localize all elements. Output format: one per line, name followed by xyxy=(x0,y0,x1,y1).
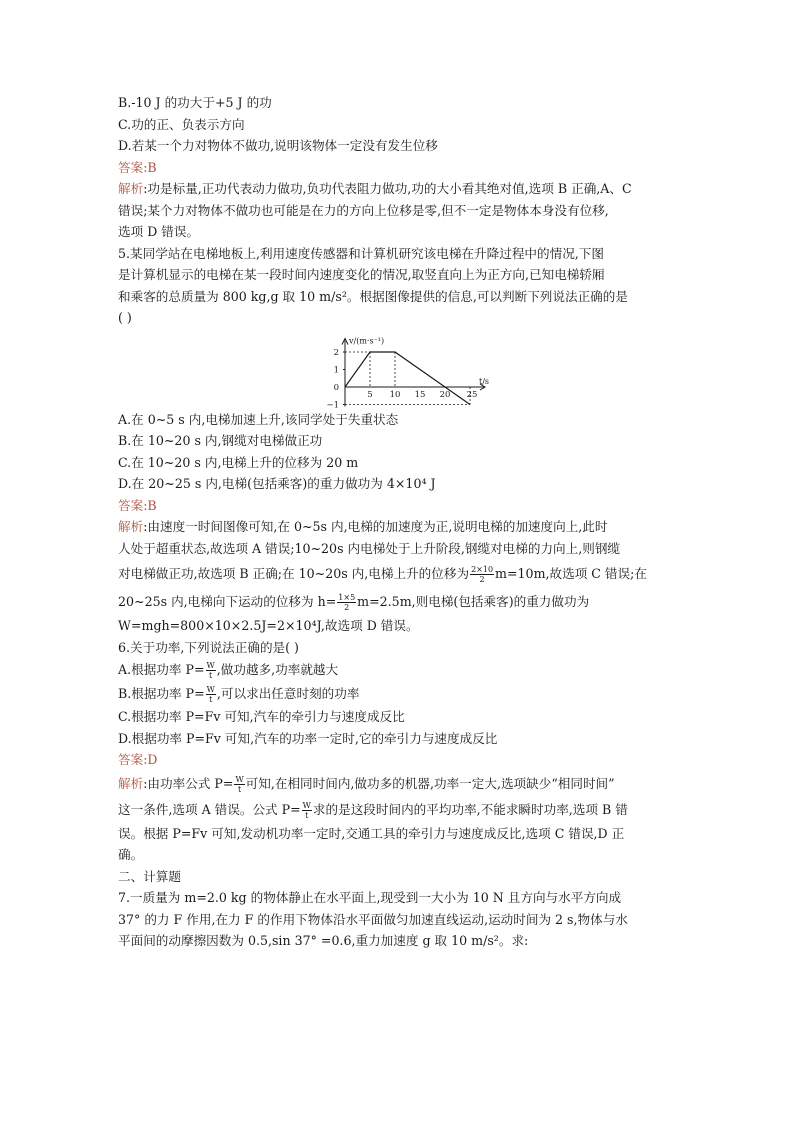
q4-explanation-line-1: 解析:功是标量,正功代表动力做功,负功代表阻力做功,功的大小看其绝对值,选项 B 正确,A、C xyxy=(118,181,632,196)
document-page xyxy=(118,92,698,952)
x-tick-label: 25 xyxy=(466,389,478,400)
y-tick-label: 0 xyxy=(333,382,339,393)
q6-option-d: D.根据功率 P=Fv 可知,汽车的功率一定时,它的牵引力与速度成反比 xyxy=(118,730,498,746)
fraction-1x5-over-2: $\frac{1\times 5}{2}$ xyxy=(338,593,356,612)
q5-option-c: C.在 10~20 s 内,电梯上升的位移为 20 m xyxy=(118,454,359,470)
q5-option-b: B.在 10~20 s 内,钢缆对电梯做正功 xyxy=(118,433,323,448)
q5-answer: 答案:B xyxy=(118,497,157,513)
q5-stem-line-2: 是计算机显示的电梯在某一段时间内速度变化的情况,取竖直向上为正方向,已知电梯轿厢 xyxy=(118,267,605,282)
q7-line-1: 7.一质量为 m=2.0 kg 的物体静止在水平面上,现受到一大小为 10 N 且方向与水平方向成 xyxy=(118,890,622,905)
q6-option-a: A.根据功率 P= $\frac{W}{t}$ ,做功越多,功率就越大 xyxy=(118,661,339,680)
q5-option-d: D.在 20~25 s 内,电梯(包括乘客)的重力做功为 4×10⁴ J xyxy=(118,476,436,491)
q6-stem: 6.关于功率,下列说法正确的是( ) xyxy=(118,639,299,655)
x-axis-label: t/s xyxy=(479,376,490,386)
q5-explanation-line-2: 人处于超重状态,故选项 A 错误;10~20s 内电梯处于上升阶段,钢缆对电梯的力向上,则钢缆 xyxy=(118,540,621,556)
fraction-2x10-over-2: $\frac{2\times 10}{2}$ xyxy=(471,565,494,584)
q6-explanation-line-2: 这一条件,选项 A 错误。公式 P= $\frac{W}{t}$ 求的是这段时间内的平均功率,不能求瞬时功率,选项 B 错 xyxy=(118,800,628,820)
q5-explanation-line-1: 解析:由速度一时间图像可知,在 0~5s 内,电梯的加速度为正,说明电梯的加速度向上,此时 xyxy=(118,519,608,534)
q6-explanation-line-1: 解析:由功率公式 P= $\frac{W}{t}$ 可知,在相同时间内,做功多的机器,功率一定大,选项缺少“相同时间” xyxy=(118,774,615,794)
q5-stem-line-4: ( ) xyxy=(118,310,132,325)
y-tick-label: 1 xyxy=(333,365,339,375)
q5-explanation-line-3: 对电梯做正功,故选项 B 正确;在 10~20s 内,电梯上升的位移为 $\frac{2\times 10}{2}$ m=10m,故选项 C 错误;在 xyxy=(118,565,647,584)
q5-stem-line-3: 和乘客的总质量为 800 kg,g 取 10 m/s²。根据图像提供的信息,可以判断下列说法正确的是 xyxy=(118,288,628,304)
x-tick-label: 20 xyxy=(439,389,451,400)
y-tick-label: −1 xyxy=(326,400,339,409)
fraction-w-over-t: $\frac{W}{t}$ xyxy=(206,685,215,704)
q5-explanation-line-5: W=mgh=800×10×2.5J=2×10⁴J,故选项 D 错误。 xyxy=(118,618,419,633)
q5-stem-line-1: 5.某同学站在电梯地板上,利用速度传感器和计算机研究该电梯在升降过程中的情况,下图 xyxy=(118,245,604,261)
q5-option-a: A.在 0~5 s 内,电梯加速上升,该同学处于失重状态 xyxy=(118,411,399,427)
q6-explanation-line-4: 确。 xyxy=(118,847,144,862)
q4-answer: 答案:B xyxy=(118,159,157,175)
q4-option-c: C.功的正、负表示方向 xyxy=(118,116,245,132)
q6-explanation-label: 解析 xyxy=(118,775,144,791)
x-tick-label: 5 xyxy=(367,389,373,400)
x-tick-label: 10 xyxy=(389,389,401,400)
q4-explanation-line-2: 错误;某个力对物体不做功也可能是在力的方向上位移是零,但不一定是物体本身没有位移, xyxy=(118,202,609,218)
fraction-w-over-t: $\frac{W}{t}$ xyxy=(302,800,311,820)
velocity-series-line xyxy=(345,352,470,405)
y-tick-label: 2 xyxy=(333,347,339,358)
q4-explanation-line-3: 选项 D 错误。 xyxy=(118,224,200,239)
fraction-w-over-t: $\frac{W}{t}$ xyxy=(206,661,215,680)
fraction-w-over-t: $\frac{W}{t}$ xyxy=(235,774,244,794)
q5-explanation-line-4: 20~25s 内,电梯向下运动的位移为 h= $\frac{1\times 5}{2}$ m=2.5m,则电梯(包括乘客)的重力做功为 xyxy=(118,593,590,612)
q6-answer: 答案:D xyxy=(118,752,158,767)
x-tick-label: 15 xyxy=(414,389,426,400)
y-axis-label: v/(m·s⁻¹) xyxy=(349,336,385,345)
q7-line-3: 平面间的动摩擦因数为 0.5,sin 37° =0.6,重力加速度 g 取 10 m/s²。求: xyxy=(118,933,529,948)
velocity-time-chart xyxy=(118,329,698,409)
q7-line-2: 37° 的力 F 作用,在力 F 的作用下物体沿水平面做匀加速直线运动,运动时间为 2 s,物体与水 xyxy=(118,911,628,927)
velocity-time-chart-svg xyxy=(118,329,698,409)
q4-option-d: D.若某一个力对物体不做功,说明该物体一定没有发生位移 xyxy=(118,138,438,153)
q6-explanation-line-3: 误。根据 P=Fv 可知,发动机功率一定时,交通工具的牵引力与速度成反比,选项 C 错误,D 正 xyxy=(118,825,625,841)
q4-option-b: B.-10 J 的功大于+5 J 的功 xyxy=(118,95,272,110)
q6-option-b: B.根据功率 P= $\frac{W}{t}$ ,可以求出任意时刻的功率 xyxy=(118,685,360,704)
q5-explanation-label: 解析 xyxy=(118,519,144,534)
q4-explanation-label: 解析 xyxy=(118,181,144,196)
section-title: 二、计算题 xyxy=(118,868,181,884)
q6-option-c: C.根据功率 P=Fv 可知,汽车的牵引力与速度成反比 xyxy=(118,709,405,724)
